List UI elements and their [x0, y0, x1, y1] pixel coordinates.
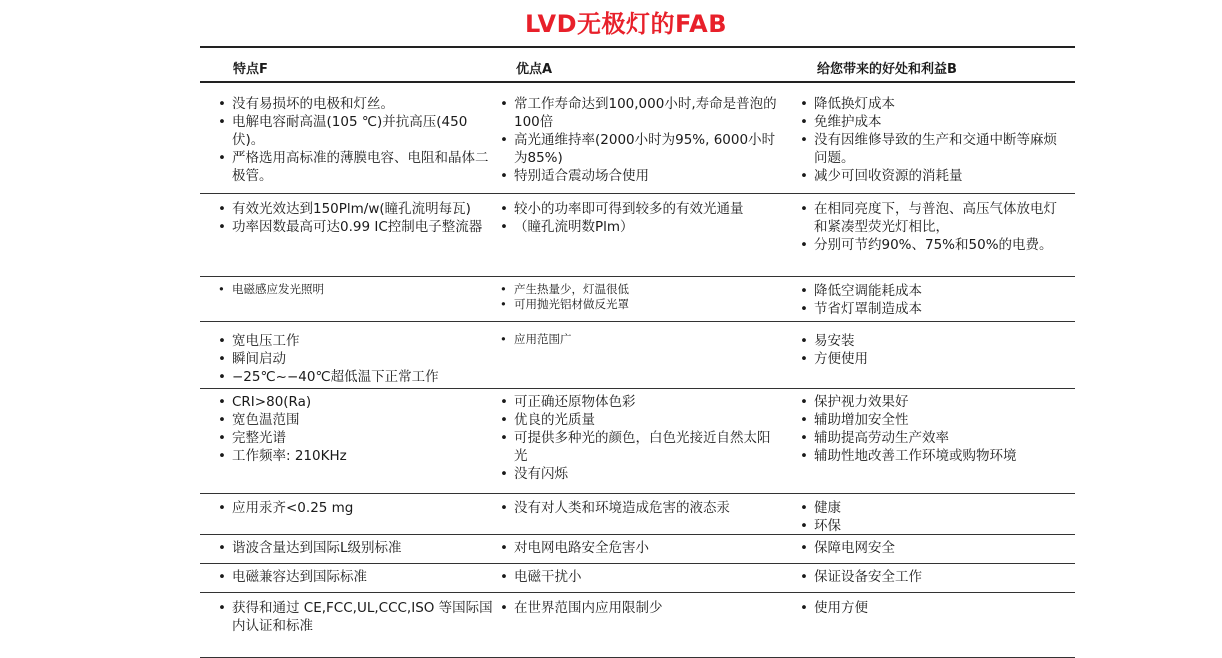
benefit-item: • 节省灯罩制造成本: [800, 300, 1070, 318]
feature-cell: [218, 332, 498, 386]
feature-cell: [218, 599, 498, 635]
feature-cell: [218, 393, 498, 465]
advantage-cell: [500, 568, 778, 586]
advantage-item: • 没有闪烁: [500, 465, 778, 483]
benefit-item: • 使用方便: [800, 599, 1070, 617]
feature-cell: [218, 539, 498, 557]
benefit-cell: [800, 200, 1070, 254]
benefit-item: • 方便使用: [800, 350, 1070, 368]
feature-cell: [218, 95, 498, 185]
feature-item: • 瞬间启动: [218, 350, 498, 368]
feature-item: • 谐波含量达到国际L级别标准: [218, 539, 498, 557]
advantage-item: • 优良的光质量: [500, 411, 778, 429]
benefit-cell: [800, 539, 1070, 557]
table-header: [200, 48, 1075, 83]
benefit-item: • 降低换灯成本: [800, 95, 1070, 113]
advantage-cell: [500, 599, 778, 617]
advantage-cell: [500, 332, 778, 347]
advantage-item: • 可正确还原物体色彩: [500, 393, 778, 411]
feature-item: • 严格选用高标准的薄膜电容、电阻和晶体二极管。: [218, 149, 498, 185]
advantage-item: • 产生热量少，灯温很低: [500, 282, 778, 297]
feature-item: • 获得和通过 CE,FCC,UL,CCC,ISO 等国际国内认证和标准: [218, 599, 498, 635]
table-row: [200, 194, 1075, 277]
benefit-cell: [800, 599, 1070, 617]
feature-item: • 没有易损坏的电极和灯丝。: [218, 95, 498, 113]
feature-item: • −25℃~−40℃超低温下正常工作: [218, 368, 498, 386]
feature-item: • CRI>80(Ra): [218, 393, 498, 411]
fab-table: [200, 46, 1075, 658]
feature-item: • 宽色温范围: [218, 411, 498, 429]
table-row: [200, 535, 1075, 564]
advantage-cell: [500, 200, 778, 236]
feature-item: • 有效光效达到150Plm/w(瞳孔流明每瓦): [218, 200, 498, 218]
benefit-item: • 降低空调能耗成本: [800, 282, 1070, 300]
feature-item: • 电磁兼容达到国际标准: [218, 568, 498, 586]
advantage-cell: [500, 393, 778, 483]
benefit-item: • 辅助提高劳动生产效率: [800, 429, 1070, 447]
table-row: [200, 564, 1075, 593]
advantage-item: • 特别适合震动场合使用: [500, 167, 778, 185]
benefit-item: • 保证设备安全工作: [800, 568, 1070, 586]
advantage-item: • （瞳孔流明数Plm）: [500, 218, 778, 236]
benefit-item: • 没有因维修导致的生产和交通中断等麻烦问题。: [800, 131, 1070, 167]
advantage-item: • 电磁干扰小: [500, 568, 778, 586]
advantage-item: • 在世界范围内应用限制少: [500, 599, 778, 617]
advantage-cell: [500, 539, 778, 557]
feature-item: • 工作频率: 210KHz: [218, 447, 498, 465]
advantage-item: • 应用范围广: [500, 332, 778, 347]
feature-cell: [218, 568, 498, 586]
benefit-item: • 分别可节约90%、75%和50%的电费。: [800, 236, 1070, 254]
benefit-item: • 易安装: [800, 332, 1070, 350]
page-title: LVD无极灯的FAB: [525, 10, 727, 38]
feature-cell: [218, 499, 498, 517]
feature-cell: [218, 282, 498, 297]
benefit-item: • 在相同亮度下，与普泡、高压气体放电灯和紧凑型荧光灯相比，: [800, 200, 1070, 236]
feature-cell: [218, 200, 498, 236]
feature-item: • 应用汞齐<0.25 mg: [218, 499, 498, 517]
feature-item: • 宽电压工作: [218, 332, 498, 350]
benefit-item: • 健康: [800, 499, 1070, 517]
benefit-item: • 辅助增加安全性: [800, 411, 1070, 429]
table-row: [200, 83, 1075, 194]
benefit-cell: [800, 499, 1070, 535]
benefit-cell: [800, 568, 1070, 586]
advantage-cell: [500, 95, 778, 185]
table-row: [200, 277, 1075, 322]
benefit-item: • 保护视力效果好: [800, 393, 1070, 411]
benefit-item: • 环保: [800, 517, 1070, 535]
table-row: [200, 389, 1075, 494]
advantage-cell: [500, 282, 778, 312]
table-row: [200, 322, 1075, 389]
advantage-item: • 常工作寿命达到100,000小时,寿命是普泡的100倍: [500, 95, 778, 131]
feature-item: • 完整光谱: [218, 429, 498, 447]
header-features: 特点F: [233, 62, 268, 77]
benefit-item: • 辅助性地改善工作环境或购物环境: [800, 447, 1070, 465]
advantage-item: • 对电网电路安全危害小: [500, 539, 778, 557]
benefit-item: • 减少可回收资源的消耗量: [800, 167, 1070, 185]
advantage-cell: [500, 499, 778, 517]
header-advantages: 优点A: [516, 62, 553, 77]
feature-item: • 电磁感应发光照明: [218, 282, 498, 297]
benefit-cell: [800, 95, 1070, 185]
advantage-item: • 可提供多种光的颜色，白色光接近自然太阳光: [500, 429, 778, 465]
advantage-item: • 可用抛光铝材做反光罩: [500, 297, 778, 312]
table-row: [200, 593, 1075, 658]
benefit-item: • 免维护成本: [800, 113, 1070, 131]
benefit-cell: [800, 393, 1070, 465]
benefit-cell: [800, 332, 1070, 368]
header-benefits: 给您带来的好处和利益B: [817, 62, 957, 77]
benefit-item: • 保障电网安全: [800, 539, 1070, 557]
advantage-item: • 较小的功率即可得到较多的有效光通量: [500, 200, 778, 218]
feature-item: • 电解电容耐高温(105 ℃)并抗高压(450伏)。: [218, 113, 498, 149]
table-row: [200, 494, 1075, 535]
benefit-cell: [800, 282, 1070, 318]
feature-item: • 功率因数最高可达0.99 IC控制电子整流器: [218, 218, 498, 236]
advantage-item: • 高光通维持率(2000小时为95%, 6000小时为85%): [500, 131, 778, 167]
advantage-item: • 没有对人类和环境造成危害的液态汞: [500, 499, 778, 517]
